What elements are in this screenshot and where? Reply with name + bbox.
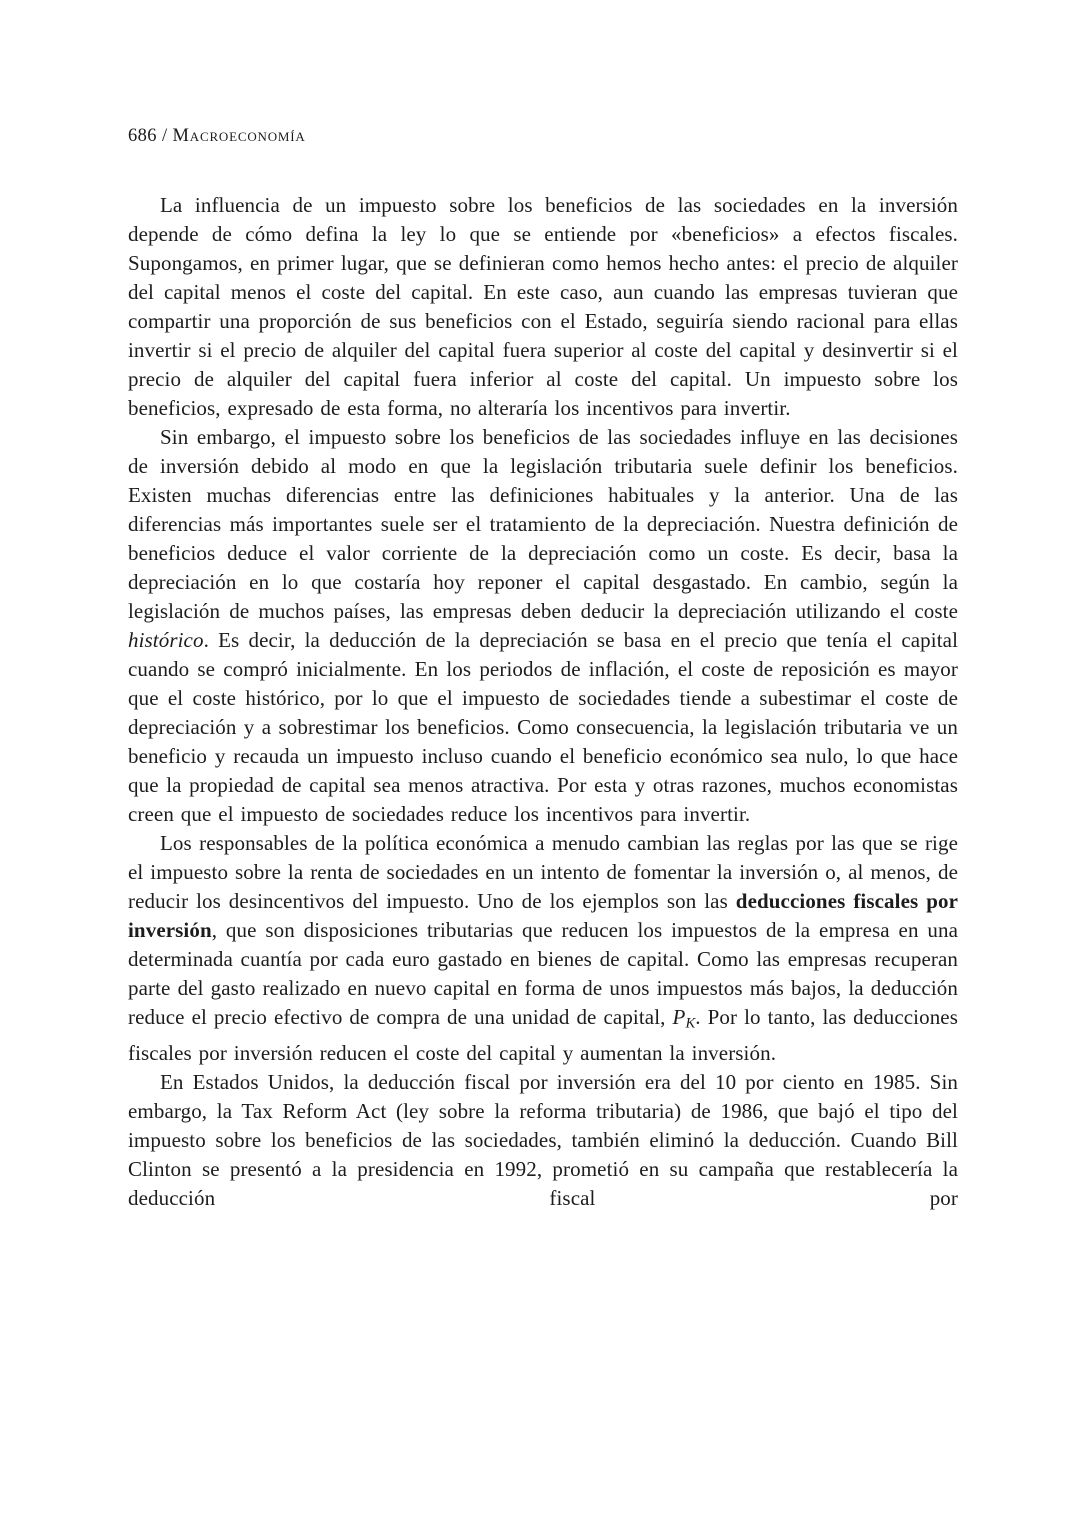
text-segment: . Es decir, la deducción de la depreciación se basa en el precio que tenía el capital cuando se compró inicialmente. En los periodos de inflación, el coste de reposición es mayor que el coste histórico, por lo que el impuesto de sociedades tiende a subestimar el coste de depreciación y a sobrestimar los beneficios. Como consecuencia, la legislación tributaria ve un beneficio y recauda un impuesto incluso cuando el beneficio económico sea nulo, lo que hace que la propiedad de capital sea menos atractiva. Por esta y otras razones, muchos economistas creen que el impuesto de sociedades reduce los incentivos para invertir. <box>128 628 958 826</box>
text-segment: La influencia de un impuesto sobre los beneficios de las sociedades en la inversión depende de cómo defina la ley lo que se entiende por «beneficios» a efectos fiscales. Supongamos, en primer lugar, que se definieran como hemos hecho antes: el precio de alquiler del capital menos el coste del capital. En este caso, aun cuando las empresas tuvieran que compartir una proporción de sus beneficios con el Estado, seguiría siendo racional para ellas invertir si el precio de alquiler del capital fuera superior al coste del capital y desinvertir si el precio de alquiler del capital fuera inferior al coste del capital. Un impuesto sobre los beneficios, expresado de esta forma, no alteraría los incentivos para invertir. <box>128 193 958 420</box>
text-segment: , que son disposiciones tributarias que reducen los impuestos de la empresa en una determinada cuantía por cada euro gastado en bienes de capital. Como las empresas recuperan parte del gasto realizado en nuevo capital en forma de unos impuestos más bajos, la deducción reduce el precio efectivo de compra de una unidad de capital, <box>128 918 958 1029</box>
text-segment: Los responsables de la política económica a menudo cambian las reglas por las que se rige el impuesto sobre la renta de sociedades en un intento de fomentar la inversión o, al menos, de reducir los desincentivos del impuesto. Uno de los ejemplos son las <box>128 831 958 913</box>
math-symbol-P: P <box>672 1005 686 1029</box>
page-header <box>128 126 958 147</box>
page-body-text <box>128 191 958 1213</box>
text-segment-bold-deducciones: deducciones fiscales por inversión <box>128 889 958 942</box>
page-number: 686 <box>128 126 157 146</box>
text-segment: Sin embargo, el impuesto sobre los beneficios de las sociedades influye en las decisiones de inversión debido al modo en que la legislación tributaria suele definir los beneficios. Existen muchas diferencias entre las definiciones habituales y la anterior. Una de las diferencias más importantes suele ser el tratamiento de la depreciación. Nuestra definición de beneficios deduce el valor corriente de la depreciación como un coste. Es decir, basa la depreciación en lo que costaría hoy reponer el capital desgastado. En cambio, según la legislación de muchos países, las empresas deben deducir la depreciación utilizando el coste <box>128 425 958 623</box>
text-segment: . Por lo tanto, las deducciones fiscales por inversión reducen el coste del capital y aumentan la inversión. <box>128 1005 959 1065</box>
paragraph-us-history <box>128 1068 958 1213</box>
paragraph-depreciation-definition <box>128 423 958 829</box>
math-subscript-K: K <box>685 1015 696 1032</box>
text-segment: En Estados Unidos, la deducción fiscal por inversión era del 10 por ciento en 1985. Sin embargo, la Tax Reform Act (ley sobre la reforma tributaria) de 1986, que bajó el tipo del impuesto sobre los beneficios de las sociedades, también eliminó la deducción. Cuando Bill Clinton se presentó a la presidencia en 1992, prometió en su campaña que restablecería la deducción fiscal por <box>128 1069 958 1210</box>
paragraph-tax-on-profits <box>128 191 958 423</box>
book-title: Macroeconomía <box>172 126 306 146</box>
paragraph-investment-tax-credit <box>128 829 958 1068</box>
header-separator: / <box>156 126 173 146</box>
text-segment-italic-historico: histórico <box>128 628 204 652</box>
